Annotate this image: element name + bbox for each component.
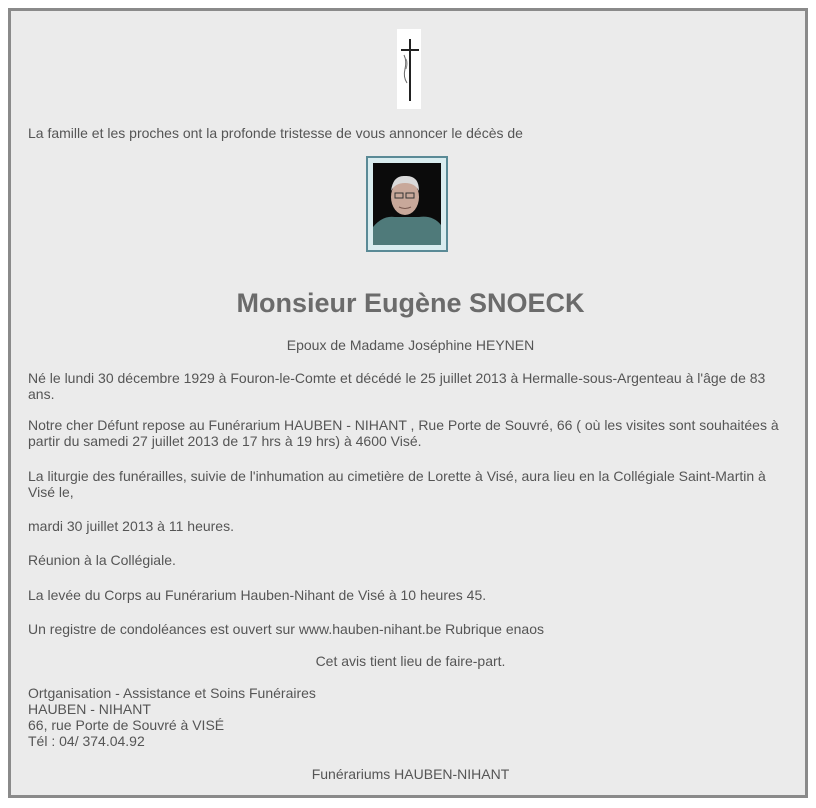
meeting-text: Réunion à la Collégiale. [28, 552, 176, 568]
organisation-address: 66, rue Porte de Souvré à VISÉ [28, 717, 225, 733]
birth-death-text: Né le lundi 30 décembre 1929 à Fouron-le-Comte et décédé le 25 juillet 2013 à Hermalle-sous-Argenteau à l'âge de 83 ans. [28, 370, 766, 402]
organisation-phone: Tél : 04/ 374.04.92 [28, 733, 145, 749]
cross-icon [397, 29, 421, 109]
obituary-card [8, 8, 808, 798]
repose-text: Notre cher Défunt repose au Funérarium HAUBEN - NIHANT , Rue Porte de Souvré, 66 ( où les visites sont souhaitées à partir du samedi 27 juillet 2013 de 17 hrs à 19 hrs) à 4600 Visé. [28, 417, 779, 449]
footer-text: Funérariums HAUBEN-NIHANT [311, 766, 510, 782]
faire-part-text: Cet avis tient lieu de faire-part. [315, 653, 506, 669]
date-time-text: mardi 30 juillet 2013 à 11 heures. [28, 518, 234, 534]
deceased-name: Monsieur Eugène SNOECK [236, 288, 585, 318]
organisation-line: HAUBEN - NIHANT [28, 701, 151, 717]
spouse-text: Epoux de Madame Joséphine HEYNEN [286, 337, 535, 353]
register-text: Un registre de condoléances est ouvert sur www.hauben-nihant.be Rubrique enaos [28, 621, 544, 637]
organisation-line: Ortganisation - Assistance et Soins Funéraires [28, 685, 316, 701]
liturgy-text: La liturgie des funérailles, suivie de l'inhumation au cimetière de Lorette à Visé, aura lieu en la Collégiale Saint-Martin à Visé le, [28, 468, 766, 500]
levee-text: La levée du Corps au Funérarium Hauben-Nihant de Visé à 10 heures 45. [28, 587, 487, 603]
organisation-block [28, 685, 793, 749]
intro-text: La famille et les proches ont la profonde tristesse de vous annoncer le décès de [28, 125, 523, 141]
deceased-photo [366, 156, 448, 252]
